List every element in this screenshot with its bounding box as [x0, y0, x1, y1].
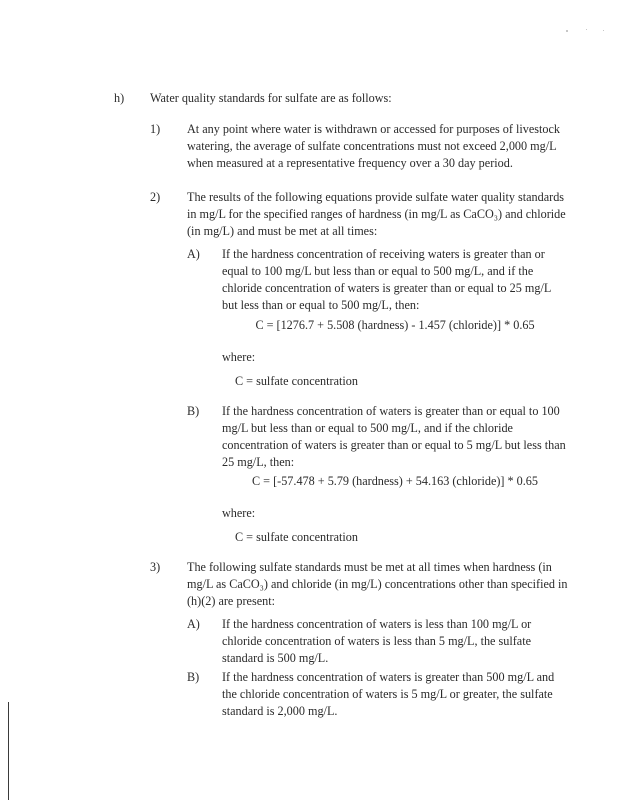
- item-2b-text: If the hardness concentration of waters is greater than or equal to 100 mg/L but less than or equal to 500 mg/L, and if the chloride concentration of waters is greater than or equal to 5 mg/L but less than 25 mg/L, then:: [222, 404, 566, 469]
- item-3-label: 3): [150, 560, 161, 574]
- item-1-text: At any point where water is withdrawn or accessed for purposes of livestock watering, the average of sulfate concentrations must not exceed 2,000 mg/L when measured at a representative frequency over a 30 day period.: [187, 122, 560, 170]
- item-2b-label: B): [187, 404, 200, 418]
- item-2b-where: where:: [222, 506, 256, 520]
- item-1-label: 1): [150, 122, 161, 136]
- item-3-text: The following sulfate standards must be met at all times when hardness (in mg/L as CaCO₃) and chloride (in mg/L) concentrations other than specified in (h)(2) are present:: [187, 560, 568, 608]
- scan-speck: [603, 30, 604, 31]
- item-2-text: The results of the following equations provide sulfate water quality standards in mg/L for the specified ranges of hardness (in mg/L as CaCO₃) and chloride (in mg/L) and must be met at all times:: [187, 190, 566, 238]
- item-2b-equation: C = [-57.478 + 5.79 (hardness) + 54.163 (chloride)] * 0.65: [252, 474, 538, 488]
- item-2-label: 2): [150, 190, 161, 204]
- scan-speck: [586, 29, 587, 30]
- section-h-label: h): [114, 91, 125, 105]
- item-2a-definition: C = sulfate concentration: [235, 374, 358, 388]
- item-2a-where: where:: [222, 350, 256, 364]
- item-3b-text: If the hardness concentration of waters is greater than 500 mg/L and the chloride concentration of waters is 5 mg/L or greater, the sulfate standard is 2,000 mg/L.: [222, 670, 555, 718]
- scan-speck: [566, 30, 568, 32]
- item-2a-text: If the hardness concentration of receiving waters is greater than or equal to 100 mg/L but less than or equal to 500 mg/L, and if the chloride concentration of waters is greater than or equal to 25 mg/L but less than or equal to 500 mg/L, then:: [222, 247, 551, 312]
- item-3a-text: If the hardness concentration of waters is less than 100 mg/L or chloride concentration of waters is less than 5 mg/L, the sulfate standard is 500 mg/L.: [222, 617, 532, 665]
- item-3a-label: A): [187, 617, 200, 631]
- section-h-intro: Water quality standards for sulfate are as follows:: [150, 91, 392, 105]
- item-2a-equation: C = [1276.7 + 5.508 (hardness) - 1.457 (chloride)] * 0.65: [255, 318, 535, 332]
- item-2a-label: A): [187, 247, 200, 261]
- item-2b-definition: C = sulfate concentration: [235, 530, 358, 544]
- scan-margin-line: [8, 702, 9, 800]
- item-3b-label: B): [187, 670, 200, 684]
